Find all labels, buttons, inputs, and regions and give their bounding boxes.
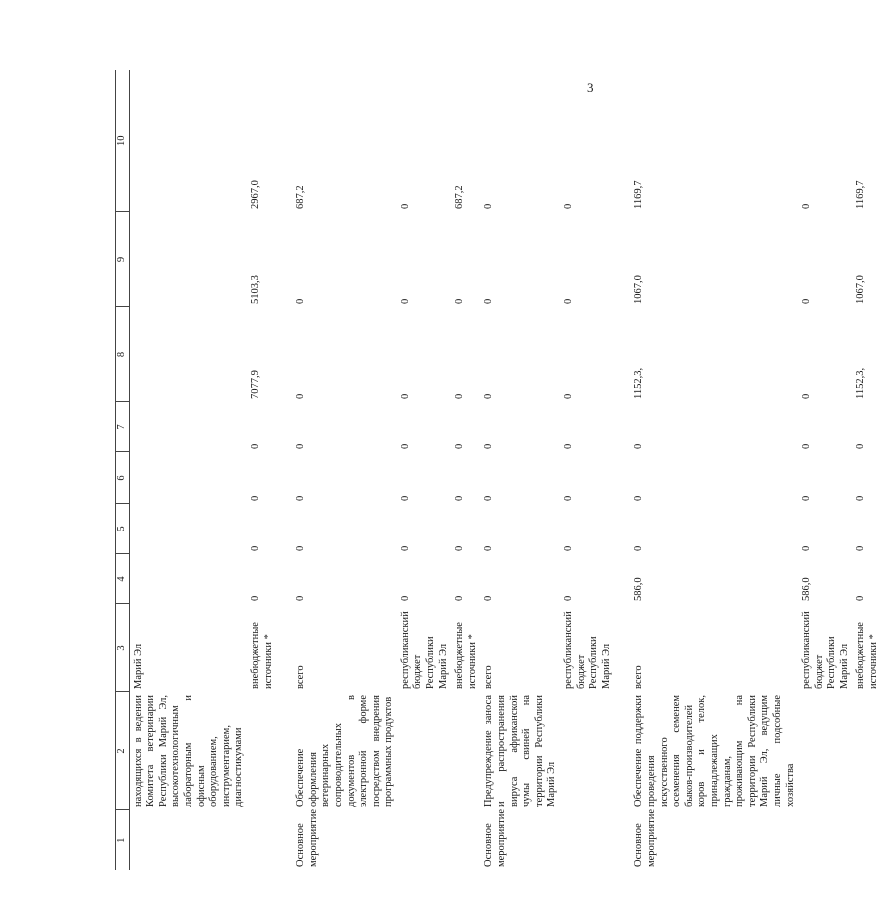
cell-value: 5103,3: [249, 275, 261, 304]
cell-value: [129, 452, 247, 504]
cell-value: [129, 504, 247, 554]
cell-event-type: [560, 810, 614, 870]
cell-value: 0: [801, 545, 813, 551]
cell-value: 0: [399, 545, 411, 551]
cell-event-name: Обеспечение оформления ветеринарных сопроводительных документов в электронной форме посредством внедрения программных продуктов: [295, 695, 395, 807]
cell-value: 0: [563, 495, 574, 501]
col-header-8: 8: [116, 307, 130, 402]
cell-event-name: [560, 692, 614, 810]
cell-funding-source: республиканский бюджет Республики Марий Эл: [399, 611, 449, 689]
cell-value: 0: [483, 298, 495, 304]
cell-value: 0: [399, 393, 411, 399]
cell-value: [129, 402, 247, 452]
cell-value: 0: [801, 393, 813, 399]
cell-value: 7077,9: [249, 370, 261, 399]
cell-funding-source: внебюджетные источники *: [454, 622, 478, 689]
cell-value: 0: [563, 595, 574, 601]
table-row: [852, 70, 881, 870]
cell-value: 0: [295, 393, 307, 399]
rotated-table-container: [115, 70, 880, 870]
col-header-7: 7: [116, 402, 130, 452]
cell-value: 0: [563, 545, 574, 551]
cell-value: 0: [454, 545, 466, 551]
cell-value: 0: [249, 545, 261, 551]
cell-value: 0: [801, 203, 813, 209]
table-row: [247, 70, 276, 870]
cell-value: [129, 70, 247, 212]
cell-value: [129, 307, 247, 402]
cell-event-type: [397, 810, 451, 870]
cell-value: 0: [563, 393, 574, 399]
budget-table: [115, 70, 882, 870]
cell-value: 0: [249, 595, 261, 601]
cell-event-name: [397, 692, 451, 810]
table-row: [480, 70, 560, 870]
col-header-10: 10: [116, 70, 130, 212]
cell-value: 687,2: [295, 185, 307, 209]
cell-event-type: Основное мероприятие: [295, 809, 319, 867]
cell-value: 0: [801, 298, 813, 304]
cell-value: 0: [855, 545, 867, 551]
col-header-4: 4: [116, 554, 130, 604]
cell-value: 586,0: [633, 577, 645, 601]
cell-value: 0: [295, 495, 307, 501]
cell-value: 2967,0: [249, 180, 261, 209]
table-row: [560, 70, 614, 870]
cell-value: 0: [399, 495, 411, 501]
cell-value: 0: [295, 443, 307, 449]
cell-value: 0: [563, 443, 574, 449]
cell-value: 0: [563, 298, 574, 304]
cell-value: 0: [249, 495, 261, 501]
cell-event-type: [247, 810, 276, 870]
cell-event-type: Основное мероприятие: [483, 809, 508, 867]
cell-event-name: Предупреждение заноса и распространения вируса африканской чумы свиней на территории Республики Марий Эл: [483, 695, 558, 807]
table-row: [129, 70, 247, 870]
cell-value: 0: [454, 443, 466, 449]
cell-value: 0: [399, 203, 411, 209]
table-row: [292, 70, 397, 870]
cell-value: 1152,3,: [633, 367, 645, 399]
cell-event-type: [852, 810, 881, 870]
cell-event-name: [852, 692, 881, 810]
cell-value: 687,2: [454, 185, 466, 209]
col-header-5: 5: [116, 504, 130, 554]
cell-funding-source: Марий Эл: [132, 643, 144, 689]
cell-event-name: [798, 692, 852, 810]
cell-funding-source: внебюджетные источники *: [249, 622, 274, 689]
cell-funding-source: внебюджетные источники *: [855, 622, 880, 689]
cell-value: 1169,7: [633, 180, 645, 209]
table-row: [397, 70, 451, 870]
cell-funding-source: всего: [295, 665, 307, 689]
cell-value: [129, 212, 247, 307]
cell-event-name: [247, 692, 276, 810]
cell-value: 0: [801, 495, 813, 501]
cell-value: 0: [295, 298, 307, 304]
cell-event-name: Обеспечение поддержки проведения искусственного осеменения семенем быков-производителей коров и телок, принадлежащих гражданам, проживающим на территории Республики Марий Эл, ведущим личные подсобные хозяйства: [633, 695, 796, 807]
cell-value: 0: [633, 495, 645, 501]
column-number-row: [116, 70, 130, 870]
cell-event-type: [798, 810, 852, 870]
cell-value: 0: [399, 595, 411, 601]
cell-funding-source: всего: [633, 665, 645, 689]
cell-value: 0: [483, 545, 495, 551]
cell-value: 0: [855, 443, 867, 449]
cell-event-type: [451, 810, 480, 870]
cell-value: 0: [249, 443, 261, 449]
cell-funding-source: всего: [483, 665, 495, 689]
cell-value: 0: [563, 203, 574, 209]
col-header-9: 9: [116, 212, 130, 307]
cell-value: 0: [295, 545, 307, 551]
cell-value: 1152,3,: [855, 367, 867, 399]
table-row: [451, 70, 480, 870]
col-header-2: 2: [116, 692, 130, 810]
cell-event-name: находящихся в ведении Комитета ветеринарии Республики Марий Эл, высокотехнологичным лабораторным и офисным оборудованием, инструментарием, диагностикумами: [132, 695, 245, 807]
cell-value: 0: [399, 298, 411, 304]
cell-value: 0: [483, 595, 495, 601]
col-header-3: 3: [116, 604, 130, 692]
cell-funding-source: республиканский бюджет Республики Марий Эл: [801, 611, 850, 689]
cell-value: 0: [295, 595, 307, 601]
cell-value: 0: [801, 443, 813, 449]
table-row: [798, 70, 852, 870]
cell-event-type: [129, 810, 247, 870]
cell-value: 1067,0: [633, 275, 645, 304]
col-header-1: 1: [116, 810, 130, 870]
cell-value: 0: [855, 495, 867, 501]
page-number: 3: [587, 80, 594, 95]
cell-value: 0: [483, 393, 495, 399]
cell-value: 586,0: [801, 577, 813, 601]
col-header-6: 6: [116, 452, 130, 504]
cell-value: 1169,7: [855, 180, 867, 209]
cell-value: 0: [399, 443, 411, 449]
cell-funding-source: республиканский бюджет Республики Марий Эл: [563, 611, 612, 689]
cell-value: 0: [633, 545, 645, 551]
cell-value: [129, 554, 247, 604]
cell-value: 0: [454, 595, 466, 601]
cell-value: 0: [454, 298, 466, 304]
table-row: [630, 70, 798, 870]
cell-value: 0: [454, 393, 466, 399]
cell-event-type: Основное мероприятие: [633, 809, 657, 867]
cell-event-name: [451, 692, 480, 810]
cell-value: 0: [454, 495, 466, 501]
cell-value: 0: [483, 495, 495, 501]
cell-value: 0: [855, 595, 867, 601]
cell-value: 0: [633, 443, 645, 449]
cell-value: 0: [483, 203, 495, 209]
cell-value: 0: [483, 443, 495, 449]
cell-value: 1067,0: [855, 275, 867, 304]
